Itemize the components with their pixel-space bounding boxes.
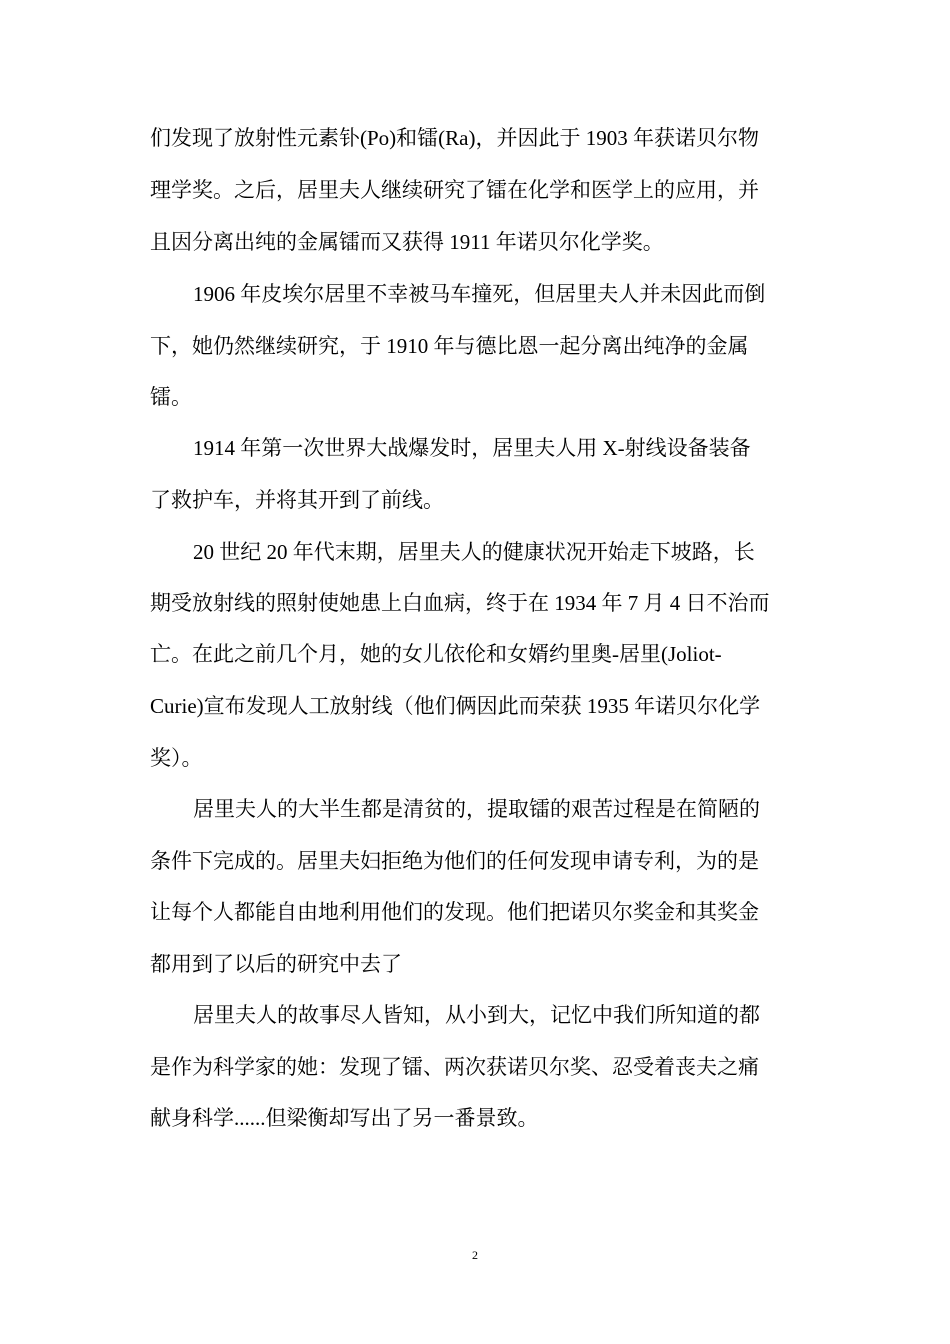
text-line: 亡。在此之前几个月，她的女儿依伦和女婿约里奥-居里(Joliot-	[150, 642, 722, 666]
text-line: 条件下完成的。居里夫妇拒绝为他们的任何发现申请专利，为的是	[150, 849, 759, 873]
text-line: 居里夫人的大半生都是清贫的，提取镭的艰苦过程是在简陋的	[193, 797, 760, 821]
text-line: 20 世纪 20 年代末期，居里夫人的健康状况开始走下坡路，长	[193, 540, 755, 564]
text-line: 了救护车，并将其开到了前线。	[150, 488, 444, 512]
page-number: 2	[472, 1248, 478, 1262]
text-line: 是作为科学家的她：发现了镭、两次获诺贝尔奖、忍受着丧夫之痛	[150, 1055, 759, 1079]
text-line: 让每个人都能自由地利用他们的发现。他们把诺贝尔奖金和其奖金	[150, 900, 759, 924]
text-line: 奖）。	[150, 746, 203, 770]
text-line: 献身科学......但梁衡却写出了另一番景致。	[150, 1106, 539, 1130]
text-line: 都用到了以后的研究中去了	[150, 952, 402, 976]
text-line: 且因分离出纯的金属镭而又获得 1911 年诺贝尔化学奖。	[150, 230, 664, 254]
text-line: 理学奖。之后，居里夫人继续研究了镭在化学和医学上的应用，并	[150, 178, 759, 202]
text-line: 下，她仍然继续研究，于 1910 年与德比恩一起分离出纯净的金属	[150, 334, 749, 358]
text-line: Curie)宣布发现人工放射线（他们俩因此而荣获 1935 年诺贝尔化学	[150, 694, 761, 718]
text-line: 1914 年第一次世界大战爆发时，居里夫人用 X-射线设备装备	[193, 436, 751, 460]
text-line: 镭。	[150, 385, 192, 409]
text-line: 期受放射线的照射使她患上白血病，终于在 1934 年 7 月 4 日不治而	[150, 591, 770, 615]
text-line: 们发现了放射性元素钋(Po)和镭(Ra)，并因此于 1903 年获诺贝尔物	[150, 126, 759, 150]
text-line: 1906 年皮埃尔居里不幸被马车撞死，但居里夫人并未因此而倒	[193, 282, 766, 306]
text-line: 居里夫人的故事尽人皆知，从小到大，记忆中我们所知道的都	[193, 1003, 760, 1027]
